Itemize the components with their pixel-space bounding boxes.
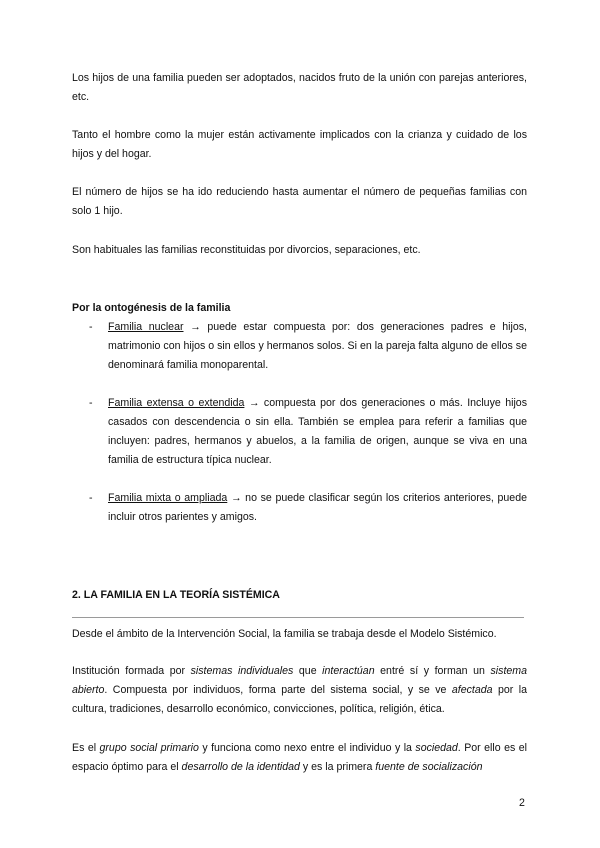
definition-text: no se puede clasificar según los criterios anteriores, puede incluir otros parientes y amigos. [108, 492, 527, 523]
ontogenesis-heading: Por la ontogénesis de la familia [72, 302, 231, 314]
arrow-icon: → [230, 492, 242, 504]
italic-term: afectada [451, 684, 493, 696]
italic-term: sistemas individuales [190, 665, 294, 677]
italic-term: interactúan [322, 665, 375, 677]
italic-term: sistema abierto [72, 665, 527, 696]
text-run: y es la primera [299, 761, 376, 773]
text-run: Institución formada por [72, 665, 191, 677]
list-item-mixta [90, 489, 527, 527]
list-item-extensa [90, 394, 527, 470]
section-2-title: 2. LA FAMILIA EN LA TEORÍA SISTÉMICA [72, 589, 280, 601]
italic-term: grupo social primario [99, 742, 199, 754]
italic-term: sociedad [415, 742, 458, 754]
term-familia-mixta: Familia mixta o ampliada [108, 492, 228, 504]
paragraph-social-group [72, 739, 527, 777]
paragraph-intervention: Desde el ámbito de la Intervención Social, la familia se trabaja desde el Modelo Sistémico. [72, 628, 497, 640]
list-item-text [108, 318, 527, 375]
list-item-text [108, 394, 527, 470]
paragraph-children-number: El número de hijos se ha ido reduciendo hasta aumentar el número de pequeñas familias con solo 1 hijo. [72, 186, 527, 217]
section-divider [72, 617, 524, 618]
arrow-icon: → [190, 321, 201, 333]
text-run: . Compuesta por individuos, forma parte del sistema social, y se ve [104, 684, 452, 696]
definition-text: compuesta por dos generaciones o más. Incluye hijos casados con descendencia o sin ella. También se emplea para referir a familias que incluyen: padres, hermanos y abuelos, a la familia de origen, aunque se viva en una familia de estructura típica nuclear. [108, 397, 527, 466]
paragraph-adoption: Los hijos de una familia pueden ser adoptados, nacidos fruto de la unión con parejas anteriores, etc. [72, 72, 527, 103]
paragraph-parents-involved: Tanto el hombre como la mujer están activamente implicados con la crianza y cuidado de los hijos y del hogar. [72, 129, 527, 160]
text-run: Es el [72, 742, 100, 754]
italic-term: fuente de socialización [375, 761, 483, 773]
list-dash: - [89, 397, 93, 409]
list-dash: - [89, 321, 93, 333]
text-run: entré sí y forman un [374, 665, 491, 677]
list-dash: - [89, 492, 93, 504]
page-number: 2 [519, 797, 525, 809]
term-familia-nuclear: Familia nuclear [108, 321, 184, 333]
text-run: por la cultura, tradiciones, desarrollo económico, convicciones, política, religión, ética. [72, 684, 527, 715]
arrow-icon: → [248, 397, 260, 409]
term-familia-extensa: Familia extensa o extendida [108, 397, 245, 409]
text-run: y funciona como nexo entre el individuo y la [198, 742, 416, 754]
italic-term: desarrollo de la identidad [181, 761, 300, 773]
definition-text: puede estar compuesta por: dos generaciones padres e hijos, matrimonio con hijos o sin ellos y hermanos solos. Si en la pareja falta alguno de ellos se denominará familia monoparental. [108, 321, 527, 371]
paragraph-reconstituted: Son habituales las familias reconstituidas por divorcios, separaciones, etc. [72, 244, 421, 256]
list-item-text [108, 489, 527, 527]
paragraph-institution [72, 662, 527, 719]
list-item-nuclear [90, 318, 527, 375]
text-run: . Por ello es el espacio óptimo para el [72, 742, 527, 773]
text-run: que [293, 665, 323, 677]
